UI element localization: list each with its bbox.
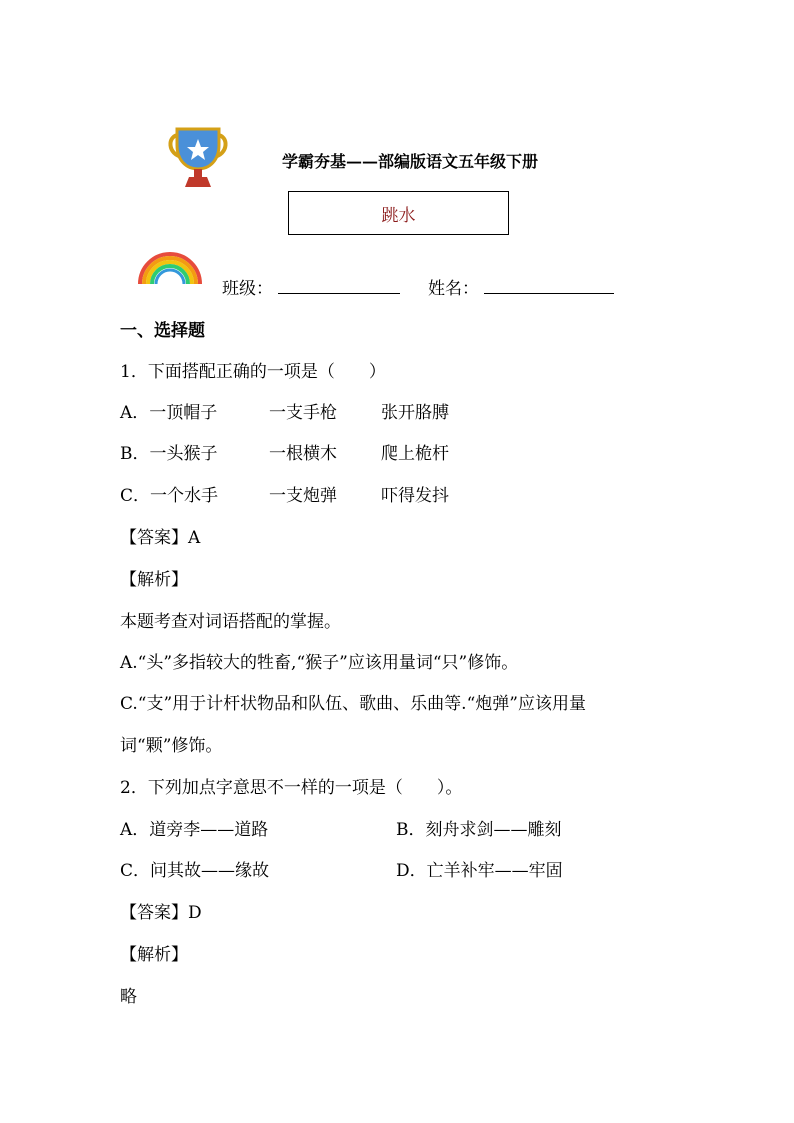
lesson-title-box — [288, 191, 509, 235]
question2-stem: 2．下列加点字意思不一样的一项是（ ）。 — [120, 778, 463, 798]
name-label: 姓名： — [428, 279, 479, 299]
option-cell: 一根横木 — [269, 444, 337, 464]
question2-analysis-heading: 【解析】 — [120, 945, 188, 965]
option-cell: 一支手枪 — [269, 403, 337, 423]
option-cell: 张开胳膊 — [381, 403, 449, 423]
option-cell: 吓得发抖 — [381, 486, 449, 506]
name-field-line[interactable] — [484, 292, 614, 294]
trophy-icon — [165, 127, 231, 189]
question2-analysis-text: 略 — [120, 987, 137, 1007]
option-cell: A．一顶帽子 — [120, 403, 218, 423]
class-field-line[interactable] — [278, 292, 400, 294]
option-cell: 一支炮弹 — [269, 486, 337, 506]
question1-answer: 【答案】A — [120, 528, 201, 548]
lesson-title: 跳水 — [381, 205, 416, 226]
analysis-line: 词“颗”修饰。 — [120, 736, 223, 756]
question2-answer: 【答案】D — [120, 903, 202, 923]
rainbow-icon — [136, 248, 204, 284]
option-cell: A．道旁李——道路 — [120, 820, 269, 840]
analysis-line: C.“支”用于计杆状物品和队伍、歌曲、乐曲等.“炮弹”应该用量 — [120, 694, 586, 714]
question1-analysis-heading: 【解析】 — [120, 570, 188, 590]
section-heading: 一、选择题 — [120, 321, 205, 341]
analysis-line: 本题考查对词语搭配的掌握。 — [120, 612, 341, 632]
document-title: 学霸夯基——部编版语文五年级下册 — [282, 152, 539, 171]
option-cell: D．亡羊补牢——牢固 — [396, 861, 563, 881]
question1-stem: 1．下面搭配正确的一项是（ ） — [120, 362, 386, 382]
option-cell: B．刻舟求剑——雕刻 — [396, 820, 562, 840]
option-cell: 爬上桅杆 — [381, 444, 449, 464]
option-cell: C．一个水手 — [120, 486, 219, 506]
analysis-line: A.“头”多指较大的牲畜,“猴子”应该用量词“只”修饰。 — [120, 653, 519, 673]
option-cell: C．问其故——缘故 — [120, 861, 270, 881]
class-label: 班级： — [222, 279, 273, 299]
option-cell: B．一头猴子 — [120, 444, 218, 464]
